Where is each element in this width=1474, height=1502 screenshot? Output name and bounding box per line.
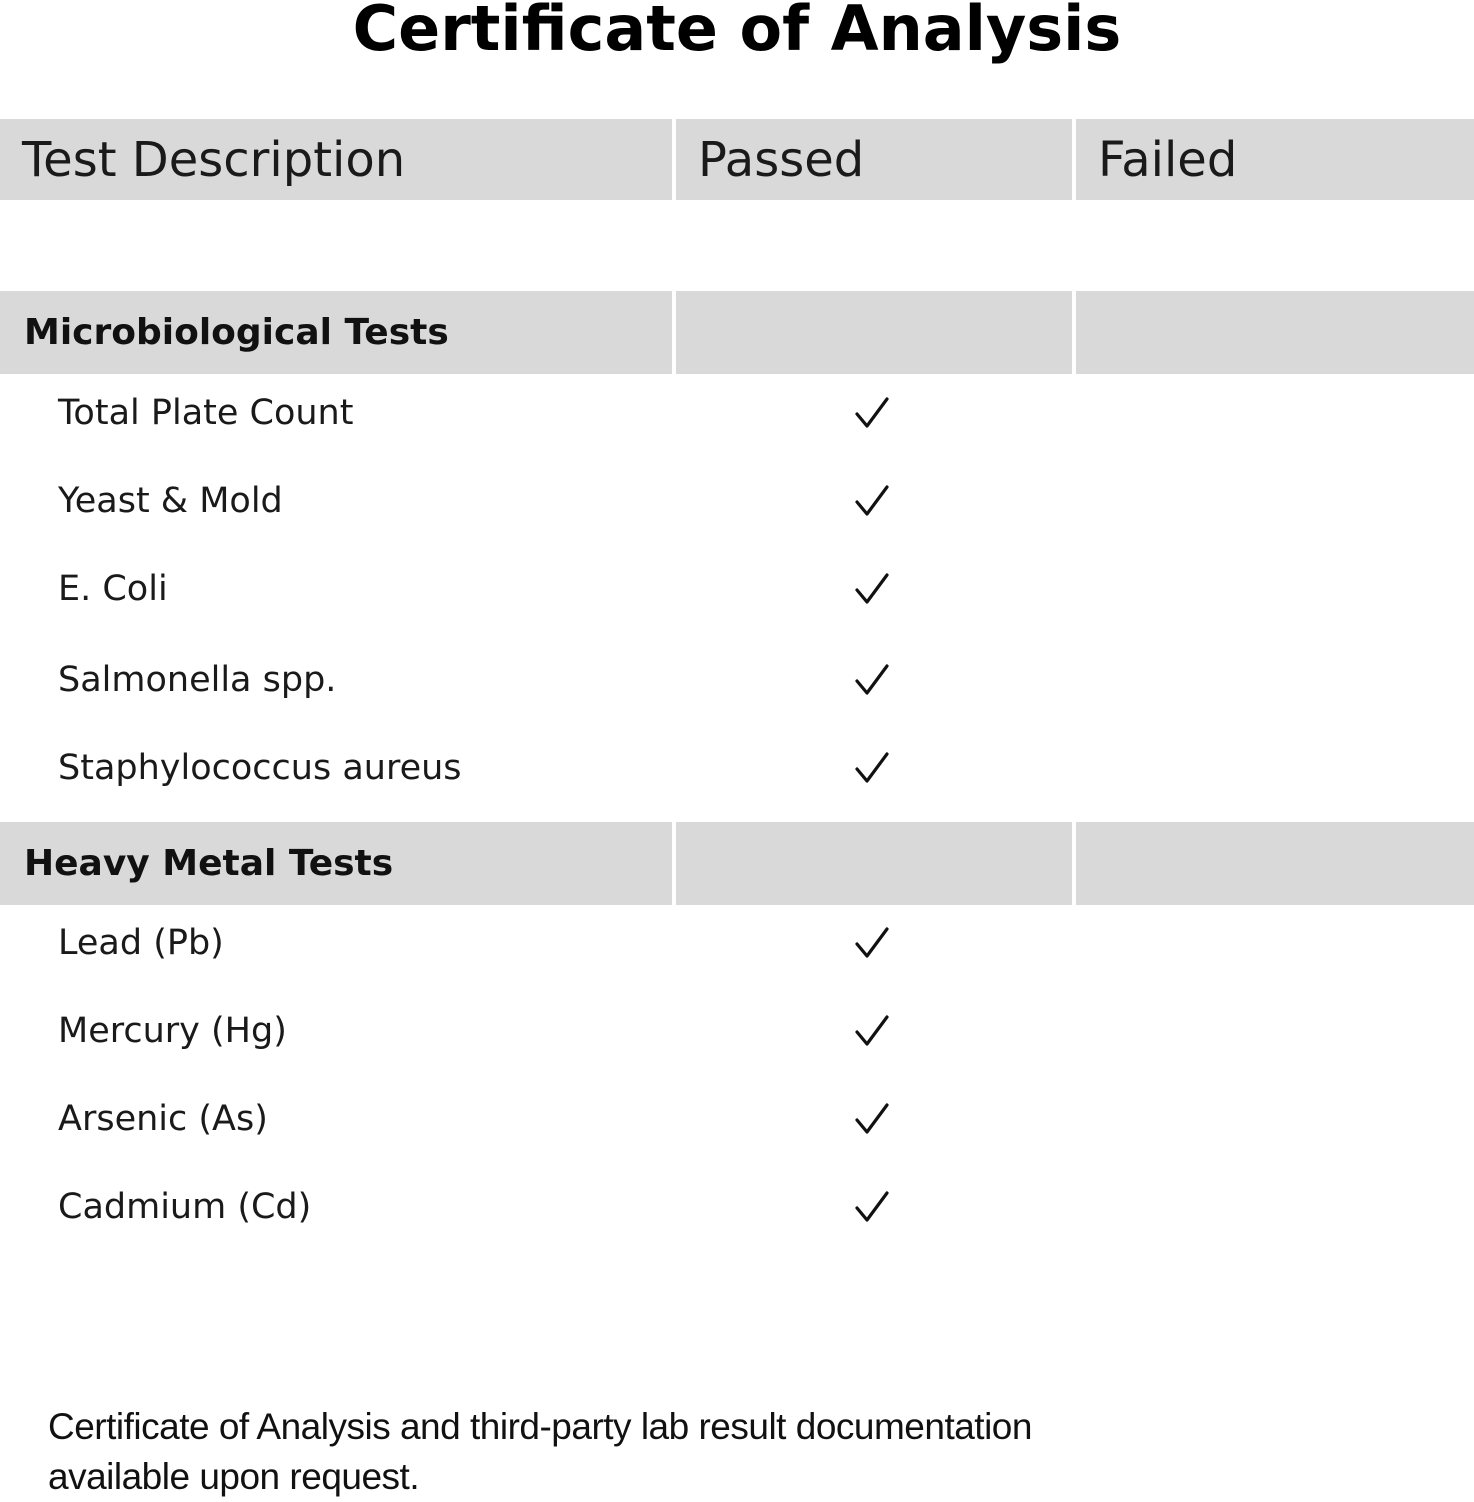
check-icon [854,662,890,698]
test-label: Arsenic (As) [58,1099,268,1139]
check-icon [854,1189,890,1225]
section-header-microbiological [0,291,1474,374]
check-icon [854,483,890,519]
table-row [0,650,1474,710]
header-cell-passed [676,119,1072,200]
section-title: Microbiological Tests [24,312,449,353]
table-row [0,1089,1474,1149]
test-label: Yeast & Mold [58,481,283,521]
section-title: Heavy Metal Tests [24,843,394,884]
table-row [0,913,1474,973]
test-label: Total Plate Count [58,393,354,433]
check-icon [854,395,890,431]
table-row [0,738,1474,798]
table-row [0,383,1474,443]
table-row [0,1001,1474,1061]
test-label: Lead (Pb) [58,923,224,963]
header-cell-failed [1076,119,1474,200]
table-header [0,119,1474,200]
table-row [0,1177,1474,1237]
test-label: Salmonella spp. [58,660,337,700]
test-label: E. Coli [58,569,168,609]
check-icon [854,1101,890,1137]
section-header-heavy-metal [0,822,1474,905]
footnote-line: available upon request. [48,1456,420,1497]
header-passed-label: Passed [698,131,865,188]
test-label: Staphylococcus aureus [58,748,462,788]
page-title: Certificate of Analysis [352,0,1122,65]
header-cell-description [0,119,672,200]
test-label: Mercury (Hg) [58,1011,287,1051]
footnote [48,1402,1248,1502]
table-row [0,471,1474,531]
footnote-line: Certificate of Analysis and third-party lab result documentation [48,1406,1032,1447]
table-row [0,559,1474,619]
test-label: Cadmium (Cd) [58,1187,312,1227]
header-description-label: Test Description [22,131,406,188]
header-failed-label: Failed [1098,131,1238,188]
check-icon [854,1013,890,1049]
check-icon [854,925,890,961]
check-icon [854,750,890,786]
check-icon [854,571,890,607]
